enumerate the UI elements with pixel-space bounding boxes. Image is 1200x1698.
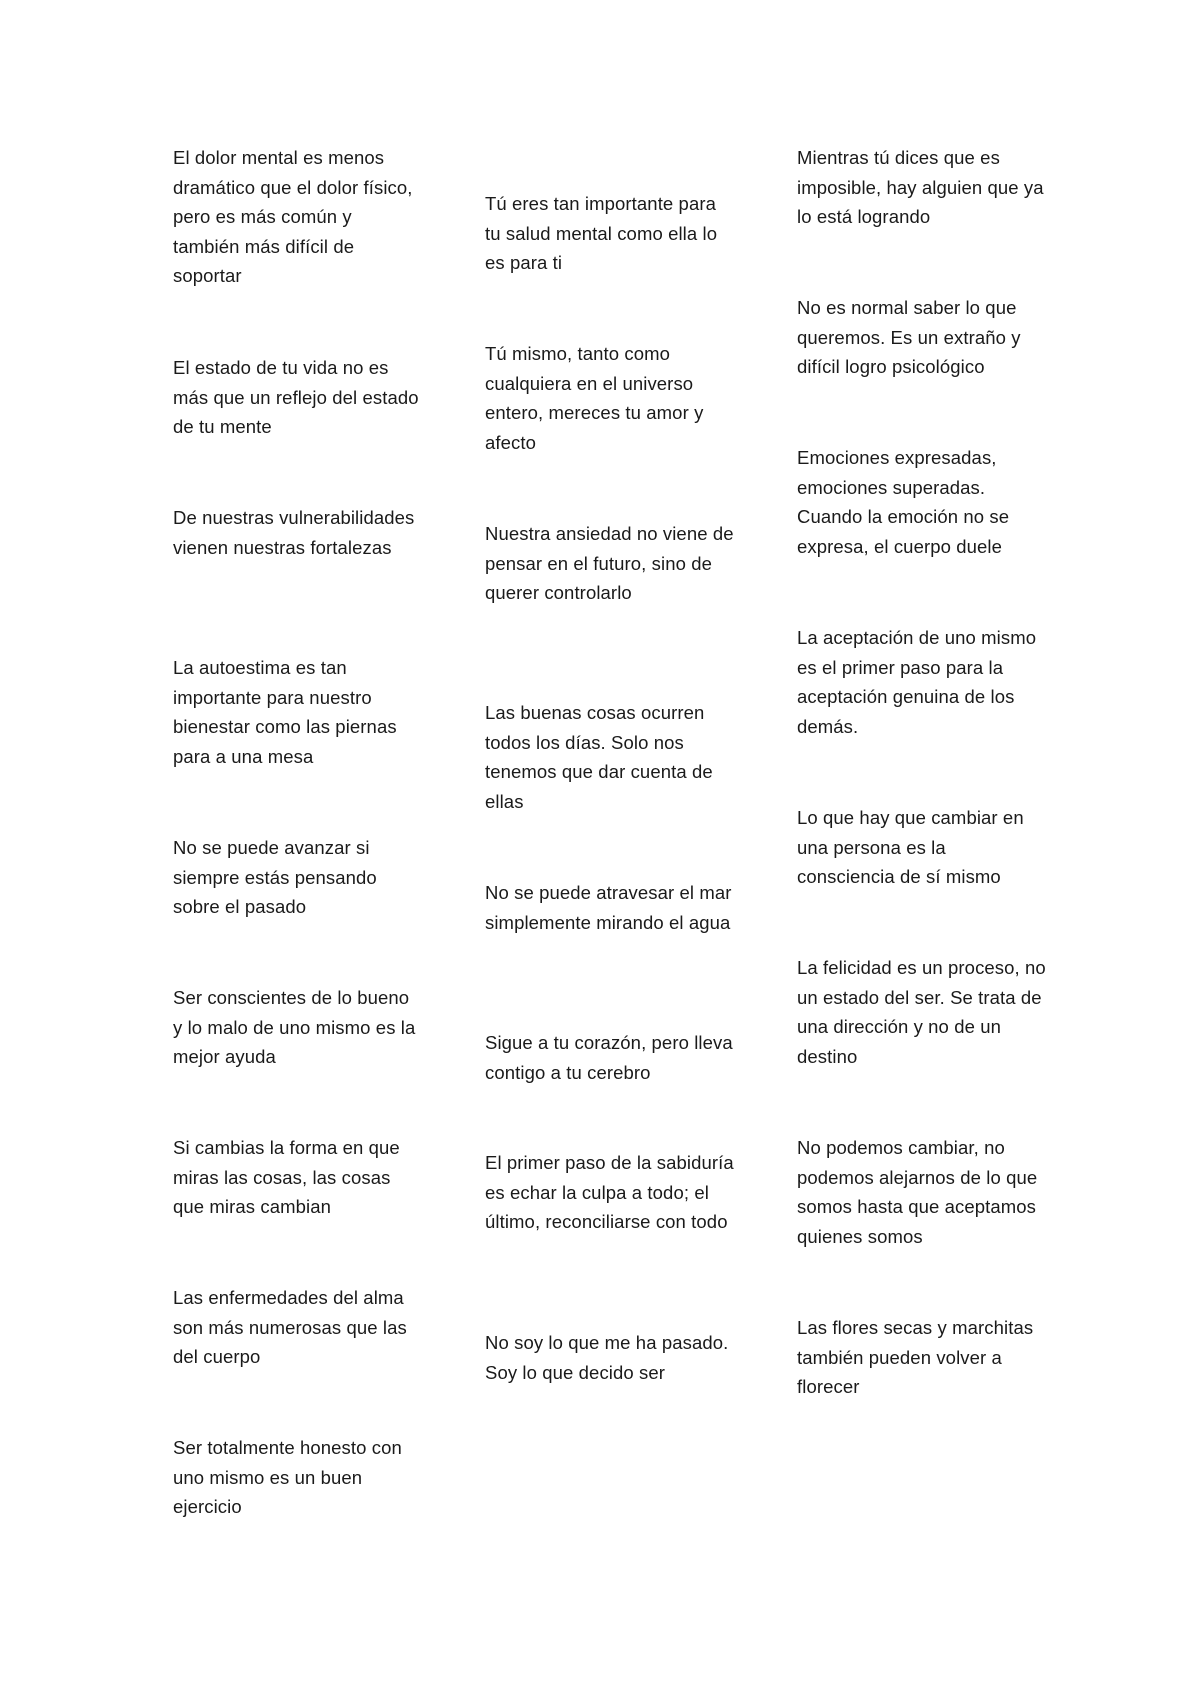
quote-text: Ser conscientes de lo bueno y lo malo de uno mismo es la mejor ayuda (173, 987, 416, 1067)
quote-text: No es normal saber lo que queremos. Es un extraño y difícil logro psicológico (797, 297, 1021, 377)
quote-text: Sigue a tu corazón, pero lleva contigo a tu cerebro (485, 1032, 733, 1083)
quote-text: La aceptación de uno mismo es el primer paso para la aceptación genuina de los demás. (797, 627, 1037, 737)
quote-text: Las flores secas y marchitas también pueden volver a florecer (797, 1317, 1034, 1397)
quote-text: Mientras tú dices que es imposible, hay alguien que ya lo está logrando (797, 147, 1044, 227)
quote-text: Tú mismo, tanto como cualquiera en el universo entero, mereces tu amor y afecto (485, 343, 704, 453)
quote-text: No podemos cambiar, no podemos alejarnos de lo que somos hasta que aceptamos quienes somos (797, 1137, 1038, 1247)
quote-text: Las enfermedades del alma son más numerosas que las del cuerpo (173, 1287, 407, 1367)
quote-text: No soy lo que me ha pasado. Soy lo que decido ser (485, 1332, 729, 1383)
quote-text: Lo que hay que cambiar en una persona es la consciencia de sí mismo (797, 807, 1024, 887)
quote-text: No se puede atravesar el mar simplemente mirando el agua (485, 882, 732, 933)
quote-text: El primer paso de la sabiduría es echar la culpa a todo; el último, reconciliarse con todo (485, 1152, 734, 1232)
quote-text: De nuestras vulnerabilidades vienen nuestras fortalezas (173, 507, 415, 558)
quote-text: Si cambias la forma en que miras las cosas, las cosas que miras cambian (173, 1137, 400, 1217)
quote-text: La felicidad es un proceso, no un estado del ser. Se trata de una dirección y no de un destino (797, 957, 1046, 1067)
quote-text: La autoestima es tan importante para nuestro bienestar como las piernas para a una mesa (173, 657, 397, 767)
quote-text: Emociones expresadas, emociones superadas. Cuando la emoción no se expresa, el cuerpo duele (797, 447, 1010, 557)
quote-text: Nuestra ansiedad no viene de pensar en el futuro, sino de querer controlarlo (485, 523, 734, 603)
quote-text: El estado de tu vida no es más que un reflejo del estado de tu mente (173, 357, 419, 437)
quote-text: No se puede avanzar si siempre estás pensando sobre el pasado (173, 837, 377, 917)
quote-text: Las buenas cosas ocurren todos los días. Solo nos tenemos que dar cuenta de ellas (485, 702, 713, 812)
quote-text: Ser totalmente honesto con uno mismo es un buen ejercicio (173, 1437, 402, 1517)
quote-text: El dolor mental es menos dramático que el dolor físico, pero es más común y también más difícil de soportar (173, 147, 413, 286)
quote-text: Tú eres tan importante para tu salud mental como ella lo es para ti (485, 193, 718, 273)
